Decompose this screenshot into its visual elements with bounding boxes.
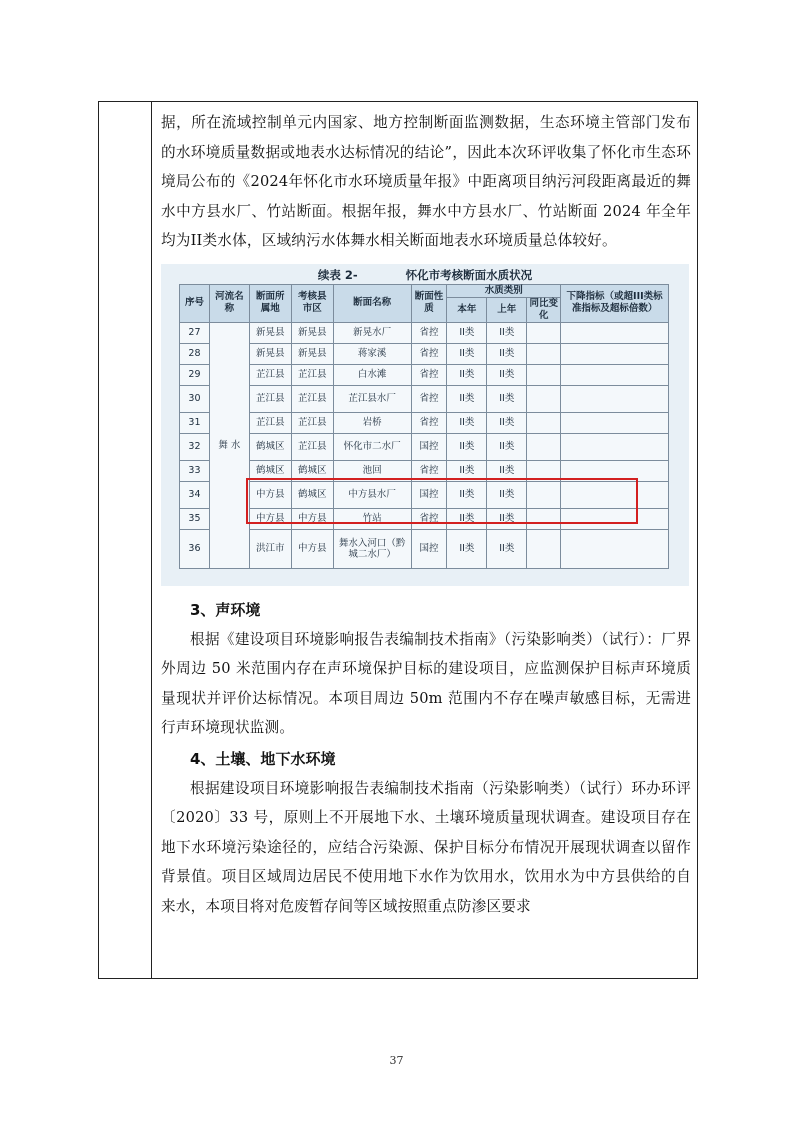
table-row: 30 芷江县 芷江县 芷江县水厂 省控 II类 II类	[180, 385, 669, 412]
report-frame	[98, 101, 698, 979]
header-county: 考核县市区	[291, 284, 333, 322]
water-quality-figure	[161, 264, 689, 586]
highlight-box	[246, 478, 638, 524]
table-row-highlighted: 35 中方县 中方县 竹站 省控 II类 II类	[180, 508, 669, 529]
table-row: 28 新晃县 新晃县 蒋家溪 省控 II类 II类	[180, 343, 669, 364]
soil-heading: 4、土壤、地下水环境	[190, 749, 336, 768]
header-exceed: 下降指标（或超III类标准指标及超标倍数）	[561, 284, 669, 322]
header-this-year: 本年	[447, 297, 487, 322]
table-row: 27 舞 水 新晃县 新晃县 新晃水厂 省控 II类 II类	[180, 322, 669, 343]
header-location: 断面所属地	[249, 284, 291, 322]
header-last-year: 上年	[487, 297, 527, 322]
header-quality-group: 水质类别	[447, 284, 561, 297]
header-change: 同比变化	[527, 297, 561, 322]
table-row: 33 鹤城区 鹤城区 池回 省控 II类 II类	[180, 460, 669, 481]
content-column	[161, 108, 691, 921]
header-seq: 序号	[180, 284, 210, 322]
table-caption-title: 怀化市考核断面水质状况	[405, 267, 533, 282]
soil-paragraph: 根据建设项目环境影响报告表编制技术指南（污染影响类）（试行）环办环评〔2020〕33 号，原则上不开展地下水、土壤环境质量现状调查。建设项目存在地下水环境污染途径的，应结合污染源、保护目标分布情况开展现状调查以留作背景值。项目区域周边居民不使用地下水作为饮用水，饮用水为中方县供给的自来水，本项目将对危废暂存间等区域按照重点防渗区要求	[161, 779, 691, 915]
table-row: 29 芷江县 芷江县 白水滩 省控 II类 II类	[180, 364, 669, 385]
table-caption-prefix: 续表 2-	[317, 267, 358, 282]
river-name-cell: 舞 水	[209, 322, 249, 568]
header-nature: 断面性质	[411, 284, 447, 322]
table-row: 32 鹤城区 芷江县 怀化市二水厂 国控 II类 II类	[180, 433, 669, 460]
table-row: 36 洪江市 中方县 舞水入河口（黔城二水厂） 国控 II类 II类	[180, 529, 669, 568]
header-river: 河流名称	[209, 284, 249, 322]
intro-paragraph: 据，所在流域控制单元内国家、地方控制断面监测数据，生态环境主管部门发布的水环境质量数据或地表水达标情况的结论”，因此本次环评收集了怀化市生态环境局公布的《2024年怀化市水环境质量年报》中距离项目纳污河段距离最近的舞水中方县水厂、竹站断面。根据年报，舞水中方县水厂、竹站断面 2024 年全年均为II类水体，区域纳污水体舞水相关断面地表水环境质量总体较好。	[161, 114, 691, 249]
column-divider	[151, 102, 152, 978]
header-section-name: 断面名称	[333, 284, 411, 322]
page-number: 37	[389, 1054, 404, 1067]
water-quality-table	[179, 284, 669, 569]
noise-paragraph: 根据《建设项目环境影响报告表编制技术指南》（污染影响类）（试行）：厂界外周边 50 米范围内存在声环境保护目标的建设项目，应监测保护目标声环境质量现状并评价达标情况。本项目周边 50m 范围内不存在噪声敏感目标，无需进行声环境现状监测。	[161, 630, 691, 736]
table-row-highlighted: 34 中方县 鹤城区 中方县水厂 国控 II类 II类	[180, 481, 669, 508]
noise-heading: 3、声环境	[190, 600, 261, 619]
table-caption	[161, 267, 689, 285]
table-row: 31 芷江县 芷江县 岩桥 省控 II类 II类	[180, 412, 669, 433]
